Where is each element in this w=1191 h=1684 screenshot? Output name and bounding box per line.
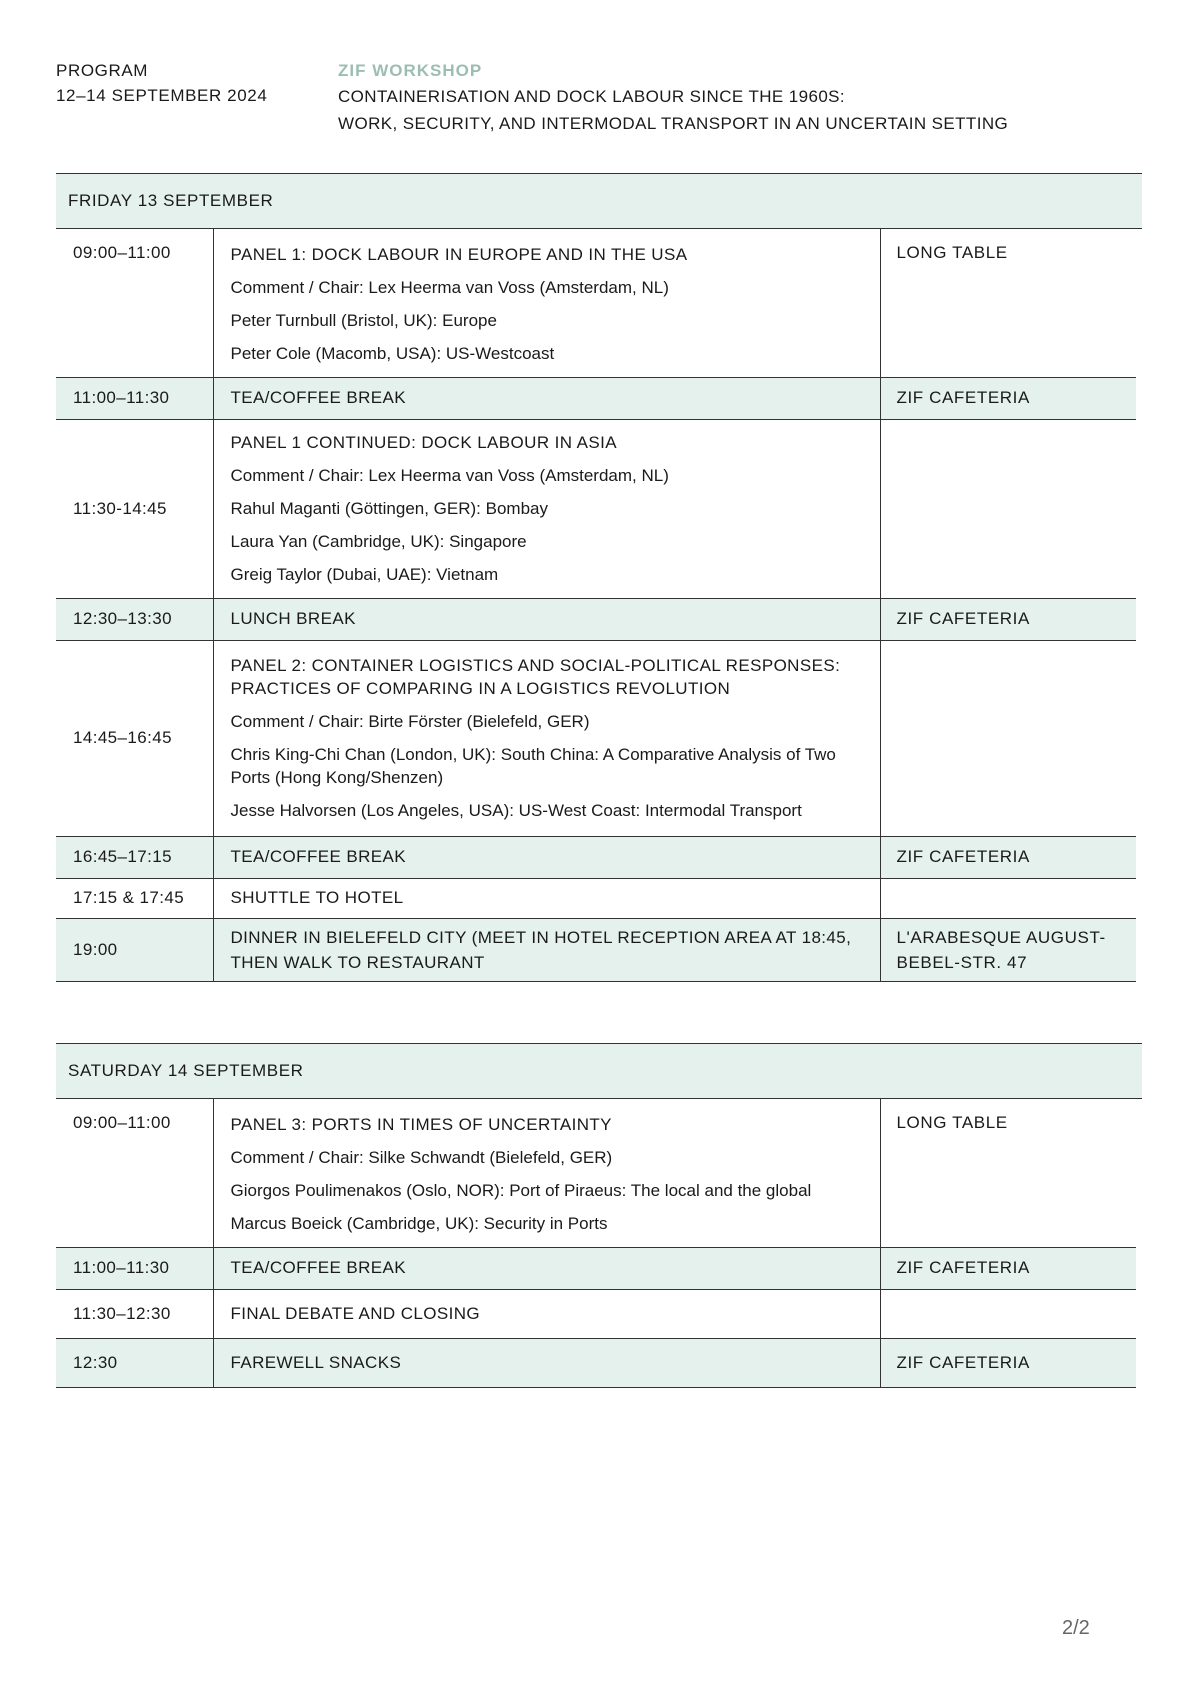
program-cell: SHUTTLE TO HOTEL [213, 878, 880, 918]
table-row [56, 1247, 1136, 1289]
session-line: Rahul Maganti (Göttingen, GER): Bombay [230, 499, 548, 518]
table-row [56, 377, 1136, 419]
time-cell: 17:15 & 17:45 [56, 878, 213, 918]
day-heading-friday: FRIDAY 13 SEPTEMBER [56, 173, 1142, 229]
session-title: PANEL 1: DOCK LABOUR IN EUROPE AND IN THE USA [230, 245, 688, 264]
time-cell: 14:45–16:45 [56, 640, 213, 836]
location-cell [880, 1289, 1136, 1338]
friday-schedule [56, 173, 1142, 982]
session-title: PANEL 3: PORTS IN TIMES OF UNCERTAINTY [230, 1115, 612, 1134]
table-row [56, 419, 1136, 598]
time-cell: 11:00–11:30 [56, 1247, 213, 1289]
day-heading-saturday: SATURDAY 14 SEPTEMBER [56, 1043, 1142, 1099]
table-row [56, 1289, 1136, 1338]
location-cell: ZIF CAFETERIA [880, 1338, 1136, 1387]
page-number: 2/2 [1062, 1617, 1090, 1639]
location-cell [880, 878, 1136, 918]
session-line: Greig Taylor (Dubai, UAE): Vietnam [230, 565, 499, 584]
location-cell: L'ARABESQUE AUGUST-BEBEL-STR. 47 [880, 918, 1136, 981]
program-label: PROGRAM [56, 61, 149, 80]
location-cell: LONG TABLE [880, 1099, 1136, 1247]
friday-table [56, 229, 1136, 982]
time-cell: 09:00–11:00 [56, 229, 213, 377]
location-cell: LONG TABLE [880, 229, 1136, 377]
saturday-table [56, 1099, 1136, 1388]
session-line: Jesse Halvorsen (Los Angeles, USA): US-West Coast: Intermodal Transport [230, 801, 802, 820]
workshop-title-line1: CONTAINERISATION AND DOCK LABOUR SINCE THE 1960S: [338, 87, 846, 106]
table-row [56, 1338, 1136, 1387]
table-row [56, 598, 1136, 640]
program-cell: TEA/COFFEE BREAK [213, 1247, 880, 1289]
location-cell: ZIF CAFETERIA [880, 377, 1136, 419]
table-row [56, 1099, 1136, 1247]
session-line: Peter Turnbull (Bristol, UK): Europe [230, 311, 497, 330]
saturday-schedule [56, 1043, 1142, 1388]
program-cell: TEA/COFFEE BREAK [213, 377, 880, 419]
table-row [56, 640, 1136, 836]
workshop-title-line2: WORK, SECURITY, AND INTERMODAL TRANSPORT IN AN UNCERTAIN SETTING [338, 114, 1009, 133]
workshop-header [338, 58, 1008, 137]
session-line: Comment / Chair: Birte Förster (Bielefeld, GER) [230, 712, 590, 731]
session-title: PANEL 2: CONTAINER LOGISTICS AND SOCIAL-POLITICAL RESPONSES: PRACTICES OF COMPARING IN A LOGISTICS REVOLUTION [230, 656, 841, 698]
time-cell: 19:00 [56, 918, 213, 981]
location-cell: ZIF CAFETERIA [880, 1247, 1136, 1289]
table-row [56, 878, 1136, 918]
session-title: PANEL 1 CONTINUED: DOCK LABOUR IN ASIA [230, 433, 617, 452]
session-line: Giorgos Poulimenakos (Oslo, NOR): Port of Piraeus: The local and the global [230, 1181, 812, 1200]
session-line: Laura Yan (Cambridge, UK): Singapore [230, 532, 527, 551]
program-cell [213, 1099, 880, 1247]
program-cell [213, 419, 880, 598]
time-cell: 12:30 [56, 1338, 213, 1387]
program-dates: 12–14 SEPTEMBER 2024 [56, 86, 268, 105]
location-cell: ZIF CAFETERIA [880, 598, 1136, 640]
time-cell: 16:45–17:15 [56, 836, 213, 878]
session-line: Comment / Chair: Lex Heerma van Voss (Amsterdam, NL) [230, 466, 669, 485]
program-cell: DINNER IN BIELEFELD CITY (MEET IN HOTEL RECEPTION AREA AT 18:45, THEN WALK TO RESTAURANT [213, 918, 880, 981]
table-row [56, 836, 1136, 878]
table-row [56, 229, 1136, 377]
program-cell: FAREWELL SNACKS [213, 1338, 880, 1387]
program-cell [213, 640, 880, 836]
session-line: Peter Cole (Macomb, USA): US-Westcoast [230, 344, 555, 363]
program-cell: FINAL DEBATE AND CLOSING [213, 1289, 880, 1338]
time-cell: 11:00–11:30 [56, 377, 213, 419]
time-cell: 09:00–11:00 [56, 1099, 213, 1247]
time-cell: 11:30–12:30 [56, 1289, 213, 1338]
program-cell: LUNCH BREAK [213, 598, 880, 640]
session-line: Comment / Chair: Lex Heerma van Voss (Amsterdam, NL) [230, 278, 669, 297]
table-row [56, 918, 1136, 981]
program-cell [213, 229, 880, 377]
location-cell [880, 640, 1136, 836]
location-cell [880, 419, 1136, 598]
session-line: Marcus Boeick (Cambridge, UK): Security in Ports [230, 1214, 608, 1233]
program-header [56, 58, 267, 108]
program-cell: TEA/COFFEE BREAK [213, 836, 880, 878]
workshop-brand: ZIF WORKSHOP [338, 61, 483, 80]
session-line: Comment / Chair: Silke Schwandt (Bielefeld, GER) [230, 1148, 613, 1167]
time-cell: 11:30-14:45 [56, 419, 213, 598]
session-line: Chris King-Chi Chan (London, UK): South China: A Comparative Analysis of Two Ports (Hong Kong/Shenzen) [230, 745, 836, 787]
time-cell: 12:30–13:30 [56, 598, 213, 640]
location-cell: ZIF CAFETERIA [880, 836, 1136, 878]
